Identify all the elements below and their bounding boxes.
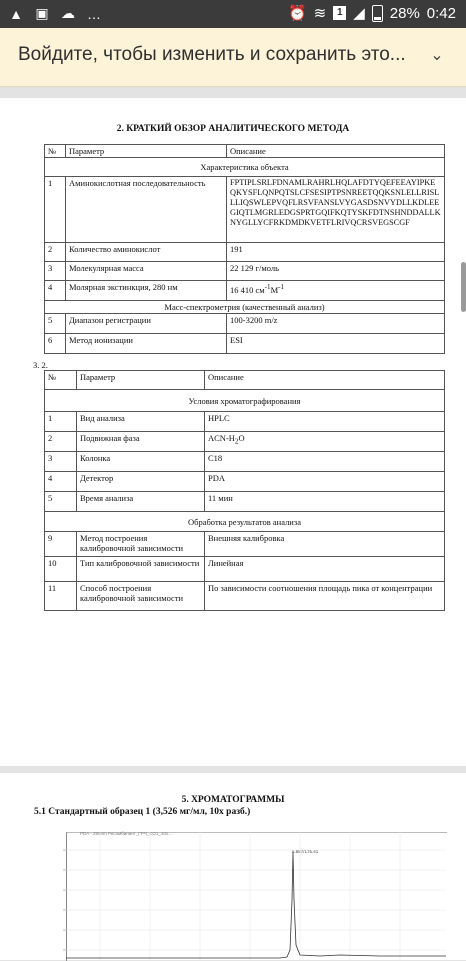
row-parameter: Молекулярная масса [66,262,227,281]
row-number: 10 [45,557,77,582]
more-icon: … [87,5,101,22]
warning-icon: ▲ [9,5,23,22]
row-description: Линейная [205,557,445,582]
row-number: 4 [45,472,77,492]
row-number: 11 [45,582,77,611]
image-icon: ▣ [35,5,49,21]
mobile-phase-sub: 2 [234,437,239,446]
subsection-title: 5.1 Стандартный образец 1 (3,526 мг/мл, 10х разб.) [34,807,251,817]
extinction-exp-1: -1 [264,283,271,291]
section-5-title: 5. ХРОМАТОГРАММЫ [181,795,285,805]
row-parameter: Метод ионизации [66,334,227,354]
row-number: 3 [45,262,66,281]
row-parameter: Детектор [77,472,205,492]
peak-label: 5.887/175.41 [292,849,319,854]
col-header-number: № [45,145,66,158]
group-header: Характеристика объекта [45,158,445,177]
col-header-description: Описание [205,371,445,390]
sim-icon: 1 [333,6,346,20]
battery-percent: 28% [389,4,420,22]
row-description: ESI [227,334,445,354]
row-number: 2 [45,432,77,452]
row-parameter: Способ построения калибровочной зависимости [77,582,205,611]
row-number: 9 [45,532,77,557]
row-description: 22 129 г/моль [227,262,445,281]
col-header-description: Описание [227,145,445,158]
row-description: PDA [205,472,445,492]
extinction-value: 16 410 см [230,284,265,295]
signal-icon: ◢ [353,5,365,22]
row-parameter: Диапазон регистрации [66,314,227,334]
extinction-exp-2: -1 [278,283,285,291]
row-parameter: Вид анализа [77,412,205,432]
banner-text[interactable]: Войдите, чтобы изменить и сохранить это... [18,44,406,65]
row-description: 100-3200 m/z [227,314,445,334]
row-number: 6 [45,334,66,354]
row-number: 4 [45,281,66,301]
row-parameter: Количество аминокислот [66,243,227,262]
cloud-icon: ☁ [61,5,75,21]
row-description: C18 [205,452,445,472]
row-parameter: Аминокислотная последовательность [66,177,227,243]
row-parameter: Тип калибровочной зависимости [77,557,205,582]
alarm-icon: ⏰ [287,5,307,22]
chromatogram-gridlines [66,832,446,960]
group-header: Масс-спектрометрия (качественный анализ) [45,301,445,314]
row-number: 5 [45,492,77,512]
row-parameter: Время анализа [77,492,205,512]
row-description: FPTIPLSRLFDNAMLRAHRLHQLAFDTYQEFEEAYIPKEQKYSFLQNPQTSLCFSESIPTPSNREETQQKSNLELLRISLLLIQSWLEPVQFLRSVFANSLVYGASDSNVYDLLKDLEEGIQTLMGRLEDGSPRTGQIFKQTYSKFDTNSHNDDALLKNYGLLYCFRKDMDKVETFLRIVQCRSVEGSCGF [227,177,445,243]
chromatogram-header: PDA - 280nm Ресомбинант_ГРЧ_СО1_10x... [80,831,172,836]
y-axis-ticks [63,850,66,950]
row-description: HPLC [205,412,445,432]
numbering-note: 3. 2. [33,360,48,370]
mobile-phase-main: ACN-H [208,433,235,443]
col-header-number: № [45,371,77,390]
col-header-parameter: Параметр [77,371,205,390]
row-number: 5 [45,314,66,334]
row-description: 191 [227,243,445,262]
row-parameter: Колонка [77,452,205,472]
row-description: Внешняя калибровка [205,532,445,557]
group-header: Обработка результатов анализа [45,512,445,532]
mobile-phase-tail: O [238,433,245,443]
chromatogram-trace [66,852,446,958]
wifi-icon: ≋ [313,5,327,22]
row-number: 1 [45,412,77,432]
extinction-unit: M [270,284,279,295]
row-number: 3 [45,452,77,472]
row-parameter: Метод построения калибровочной зависимости [77,532,205,557]
chevron-down-icon[interactable]: ⌄ [430,45,444,64]
row-description: 11 мин [205,492,445,512]
group-header: Условия хроматографирования [45,390,445,412]
row-parameter: Молярная экстинкция, 280 нм [66,281,227,301]
col-header-parameter: Параметр [66,145,227,158]
row-parameter: Подвижная фаза [77,432,205,452]
clock: 0:42 [426,4,456,22]
section-2-title: 2. КРАТКИЙ ОБЗОР АНАЛИТИЧЕСКОГО МЕТОДА [116,124,350,134]
row-number: 1 [45,177,66,243]
row-description: По зависимости соотношения площадь пика от концентрации [205,582,445,611]
row-number: 2 [45,243,66,262]
